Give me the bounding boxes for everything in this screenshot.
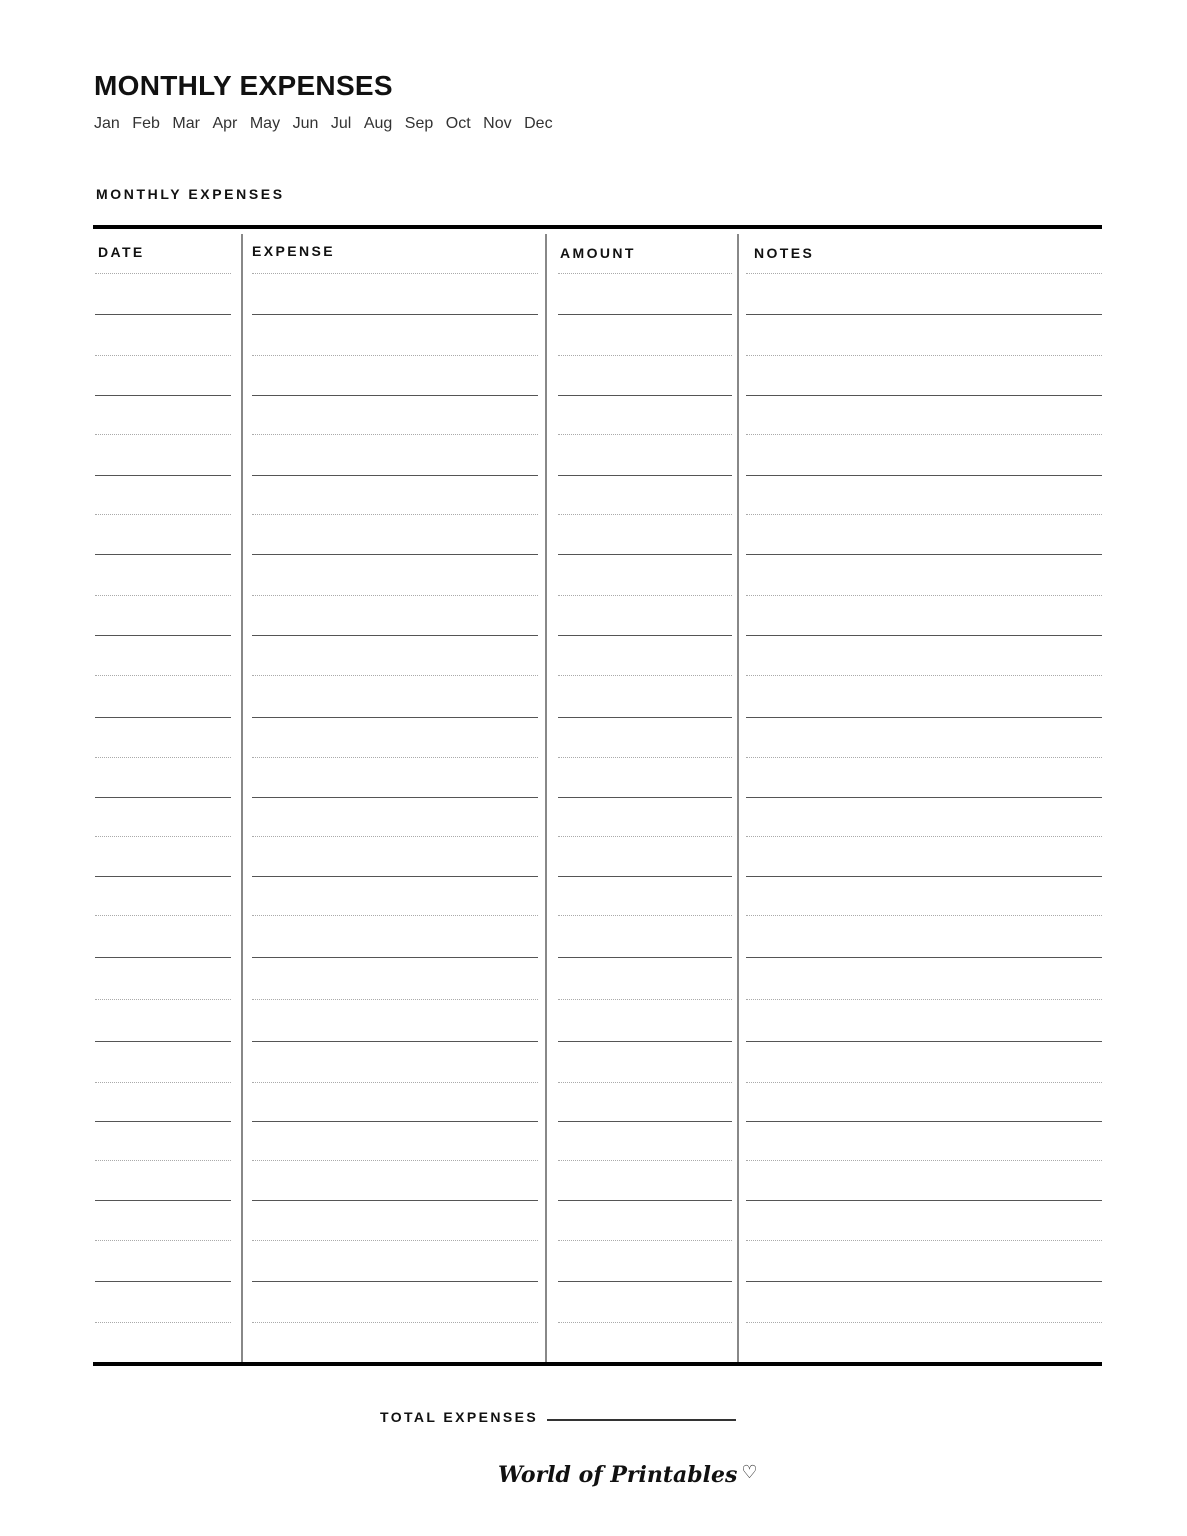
writing-line[interactable] xyxy=(558,957,732,958)
writing-line[interactable] xyxy=(746,836,1102,837)
writing-line[interactable] xyxy=(252,1322,538,1323)
writing-line[interactable] xyxy=(252,1240,538,1241)
writing-line[interactable] xyxy=(558,314,732,315)
writing-line[interactable] xyxy=(746,757,1102,758)
column-divider xyxy=(241,234,243,1362)
month-oct[interactable]: Oct xyxy=(445,115,471,132)
writing-line[interactable] xyxy=(252,1041,538,1042)
writing-line[interactable] xyxy=(746,1082,1102,1083)
writing-line[interactable] xyxy=(252,757,538,758)
month-may[interactable]: May xyxy=(249,115,281,132)
writing-line[interactable] xyxy=(746,355,1102,356)
writing-line[interactable] xyxy=(252,876,538,877)
writing-line[interactable] xyxy=(95,675,231,676)
writing-line[interactable] xyxy=(746,999,1102,1000)
writing-line[interactable] xyxy=(252,514,538,515)
writing-line[interactable] xyxy=(558,595,732,596)
month-dec[interactable]: Dec xyxy=(524,115,553,132)
brand-text: World of Printables xyxy=(498,1462,738,1488)
month-jul[interactable]: Jul xyxy=(330,115,352,132)
writing-line[interactable] xyxy=(95,1281,231,1282)
writing-line[interactable] xyxy=(558,1041,732,1042)
writing-line[interactable] xyxy=(95,434,231,435)
writing-line[interactable] xyxy=(558,434,732,435)
column-header-date: DATE xyxy=(98,244,145,260)
writing-line[interactable] xyxy=(746,915,1102,916)
writing-line[interactable] xyxy=(746,1041,1102,1042)
writing-line[interactable] xyxy=(95,797,231,798)
writing-line[interactable] xyxy=(252,273,538,274)
writing-line[interactable] xyxy=(95,554,231,555)
month-selector xyxy=(94,115,565,133)
month-aug[interactable]: Aug xyxy=(363,115,393,132)
writing-line[interactable] xyxy=(95,757,231,758)
writing-line[interactable] xyxy=(95,836,231,837)
table-bottom-border xyxy=(93,1362,1102,1366)
table-top-border xyxy=(93,225,1102,229)
writing-line[interactable] xyxy=(95,1160,231,1161)
writing-line[interactable] xyxy=(746,514,1102,515)
column-divider xyxy=(545,234,547,1362)
writing-line[interactable] xyxy=(252,434,538,435)
writing-line[interactable] xyxy=(558,475,732,476)
writing-line[interactable] xyxy=(252,957,538,958)
writing-line[interactable] xyxy=(95,355,231,356)
writing-line[interactable] xyxy=(746,1322,1102,1323)
writing-line[interactable] xyxy=(558,514,732,515)
writing-line[interactable] xyxy=(558,797,732,798)
writing-line[interactable] xyxy=(746,314,1102,315)
writing-line[interactable] xyxy=(95,395,231,396)
writing-line[interactable] xyxy=(558,999,732,1000)
writing-line[interactable] xyxy=(558,355,732,356)
writing-line[interactable] xyxy=(252,314,538,315)
heart-icon: ♡ xyxy=(741,1462,758,1483)
writing-line[interactable] xyxy=(252,475,538,476)
month-apr[interactable]: Apr xyxy=(212,115,238,132)
writing-line[interactable] xyxy=(746,797,1102,798)
column-header-notes: NOTES xyxy=(754,245,815,261)
column-header-expense: EXPENSE xyxy=(252,243,335,259)
writing-line[interactable] xyxy=(95,1240,231,1241)
writing-line[interactable] xyxy=(252,915,538,916)
writing-line[interactable] xyxy=(746,475,1102,476)
writing-line[interactable] xyxy=(558,757,732,758)
writing-line[interactable] xyxy=(252,675,538,676)
writing-line[interactable] xyxy=(252,836,538,837)
writing-line[interactable] xyxy=(558,1281,732,1282)
writing-line[interactable] xyxy=(95,1322,231,1323)
writing-line[interactable] xyxy=(95,915,231,916)
writing-line[interactable] xyxy=(746,876,1102,877)
writing-line[interactable] xyxy=(558,915,732,916)
writing-line[interactable] xyxy=(746,1281,1102,1282)
section-title: MONTHLY EXPENSES xyxy=(96,186,285,202)
month-sep[interactable]: Sep xyxy=(404,115,434,132)
writing-line[interactable] xyxy=(252,1160,538,1161)
brand-logo xyxy=(498,1462,758,1488)
writing-line[interactable] xyxy=(746,1121,1102,1122)
writing-line[interactable] xyxy=(558,876,732,877)
writing-line[interactable] xyxy=(95,514,231,515)
month-jan[interactable]: Jan xyxy=(94,115,120,132)
writing-line[interactable] xyxy=(746,554,1102,555)
writing-line[interactable] xyxy=(252,355,538,356)
writing-line[interactable] xyxy=(746,1200,1102,1201)
writing-line[interactable] xyxy=(558,836,732,837)
writing-line[interactable] xyxy=(558,675,732,676)
writing-line[interactable] xyxy=(95,957,231,958)
writing-line[interactable] xyxy=(558,554,732,555)
writing-line[interactable] xyxy=(252,1121,538,1122)
writing-line[interactable] xyxy=(558,717,732,718)
writing-line[interactable] xyxy=(95,475,231,476)
writing-line[interactable] xyxy=(746,717,1102,718)
writing-line[interactable] xyxy=(95,1082,231,1083)
writing-line[interactable] xyxy=(252,595,538,596)
writing-line[interactable] xyxy=(558,273,732,274)
month-feb[interactable]: Feb xyxy=(132,115,160,132)
writing-line[interactable] xyxy=(95,273,231,274)
writing-line[interactable] xyxy=(746,635,1102,636)
writing-line[interactable] xyxy=(746,395,1102,396)
writing-line[interactable] xyxy=(558,635,732,636)
month-jun[interactable]: Jun xyxy=(292,115,319,132)
writing-line[interactable] xyxy=(558,1160,732,1161)
writing-line[interactable] xyxy=(746,1240,1102,1241)
writing-line[interactable] xyxy=(252,717,538,718)
month-mar[interactable]: Mar xyxy=(172,115,200,132)
writing-line[interactable] xyxy=(252,1281,538,1282)
total-expenses-label: TOTAL EXPENSES xyxy=(380,1409,539,1425)
writing-line[interactable] xyxy=(746,595,1102,596)
writing-line[interactable] xyxy=(252,999,538,1000)
writing-line[interactable] xyxy=(95,1121,231,1122)
writing-line[interactable] xyxy=(252,1082,538,1083)
writing-line[interactable] xyxy=(558,1082,732,1083)
writing-line[interactable] xyxy=(746,675,1102,676)
writing-line[interactable] xyxy=(95,999,231,1000)
writing-line[interactable] xyxy=(252,554,538,555)
writing-line[interactable] xyxy=(558,1240,732,1241)
writing-line[interactable] xyxy=(558,1200,732,1201)
writing-line[interactable] xyxy=(746,273,1102,274)
writing-line[interactable] xyxy=(746,434,1102,435)
writing-line[interactable] xyxy=(95,876,231,877)
writing-line[interactable] xyxy=(558,1121,732,1122)
page-title: MONTHLY EXPENSES xyxy=(94,70,393,101)
writing-line[interactable] xyxy=(558,1322,732,1323)
writing-line[interactable] xyxy=(95,595,231,596)
writing-line[interactable] xyxy=(558,395,732,396)
month-nov[interactable]: Nov xyxy=(483,115,512,132)
writing-line[interactable] xyxy=(95,717,231,718)
writing-line[interactable] xyxy=(95,635,231,636)
writing-line[interactable] xyxy=(95,1041,231,1042)
writing-line[interactable] xyxy=(746,957,1102,958)
writing-line[interactable] xyxy=(746,1160,1102,1161)
writing-line[interactable] xyxy=(252,797,538,798)
writing-line[interactable] xyxy=(252,635,538,636)
total-expenses-field[interactable] xyxy=(547,1419,736,1421)
writing-line[interactable] xyxy=(95,314,231,315)
writing-line[interactable] xyxy=(252,1200,538,1201)
writing-line[interactable] xyxy=(252,395,538,396)
column-divider xyxy=(737,234,739,1362)
writing-line[interactable] xyxy=(95,1200,231,1201)
column-header-amount: AMOUNT xyxy=(560,245,636,261)
